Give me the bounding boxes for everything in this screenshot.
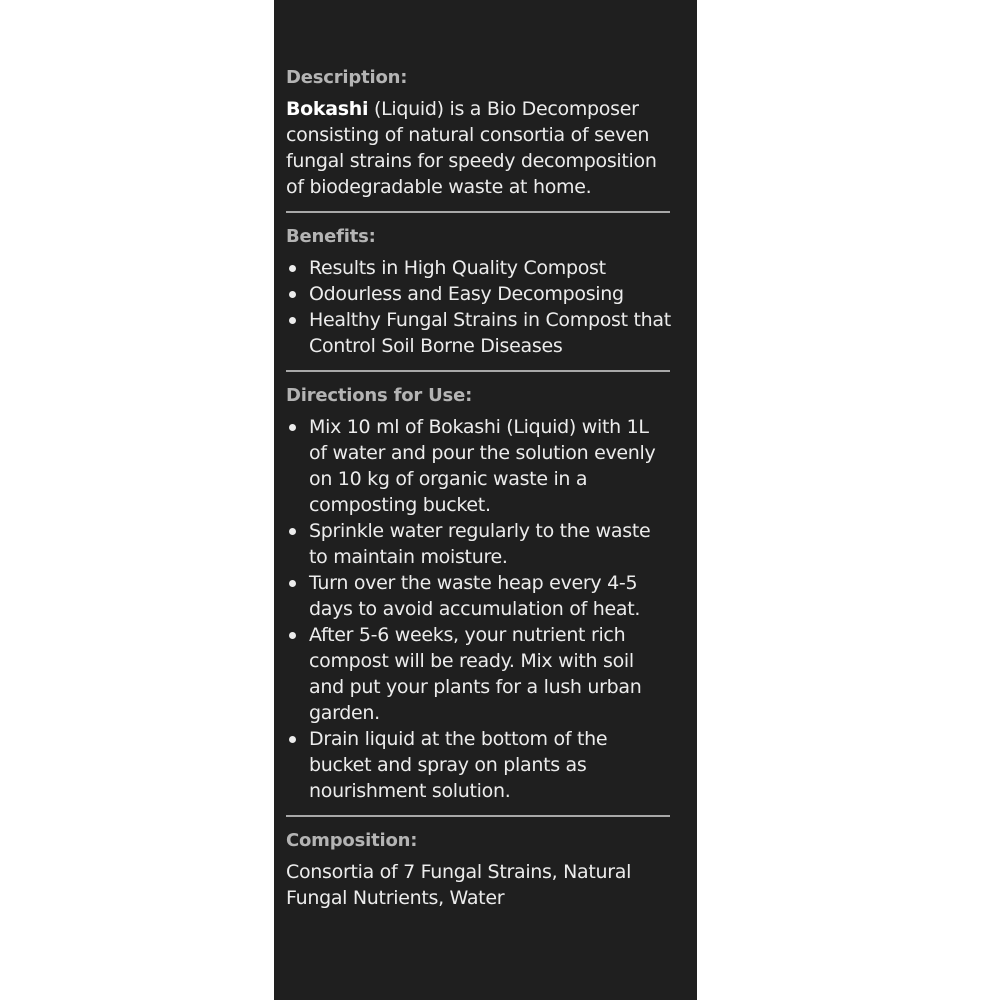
directions-heading: Directions for Use: bbox=[286, 385, 473, 406]
description-text bbox=[286, 96, 672, 200]
direction-text: Mix 10 ml of Bokashi (Liquid) with 1L of water and pour the solution evenly on 10 kg of organic waste in a composting bucket. bbox=[309, 416, 656, 516]
bullet-icon bbox=[289, 632, 296, 639]
direction-item bbox=[286, 726, 672, 804]
benefits-heading: Benefits: bbox=[286, 226, 376, 247]
bullet-icon bbox=[289, 736, 296, 743]
benefits-list bbox=[286, 255, 672, 359]
direction-text: Sprinkle water regularly to the waste to maintain moisture. bbox=[309, 520, 651, 568]
benefit-item bbox=[286, 281, 672, 307]
bullet-icon bbox=[289, 265, 296, 272]
composition-heading: Composition: bbox=[286, 830, 418, 851]
benefit-text: Healthy Fungal Strains in Compost that Control Soil Borne Diseases bbox=[309, 309, 671, 357]
bullet-icon bbox=[289, 580, 296, 587]
description-heading: Description: bbox=[286, 67, 408, 88]
benefit-item bbox=[286, 307, 672, 359]
benefit-item bbox=[286, 255, 672, 281]
bullet-icon bbox=[289, 317, 296, 324]
direction-item bbox=[286, 414, 672, 518]
product-info-panel bbox=[274, 0, 697, 1000]
directions-list bbox=[286, 414, 672, 804]
direction-item bbox=[286, 518, 672, 570]
section-divider bbox=[286, 211, 670, 213]
direction-item bbox=[286, 622, 672, 726]
direction-text: Drain liquid at the bottom of the bucket and spray on plants as nourishment solution. bbox=[309, 728, 608, 802]
brand-name: Bokashi bbox=[286, 98, 369, 120]
benefit-text: Results in High Quality Compost bbox=[309, 257, 606, 279]
composition-text: Consortia of 7 Fungal Strains, Natural Fungal Nutrients, Water bbox=[286, 861, 632, 909]
direction-item bbox=[286, 570, 672, 622]
description-body: (Liquid) is a Bio Decomposer consisting of natural consortia of seven fungal strains for speedy decomposition of biodegradable waste at home. bbox=[286, 98, 657, 198]
bullet-icon bbox=[289, 291, 296, 298]
bullet-icon bbox=[289, 424, 296, 431]
section-divider bbox=[286, 370, 670, 372]
bullet-icon bbox=[289, 528, 296, 535]
section-divider bbox=[286, 815, 670, 817]
benefit-text: Odourless and Easy Decomposing bbox=[309, 283, 624, 305]
direction-text: After 5-6 weeks, your nutrient rich compost will be ready. Mix with soil and put your plants for a lush urban garden. bbox=[309, 624, 642, 724]
product-info-content bbox=[286, 66, 672, 911]
direction-text: Turn over the waste heap every 4-5 days to avoid accumulation of heat. bbox=[309, 572, 641, 620]
